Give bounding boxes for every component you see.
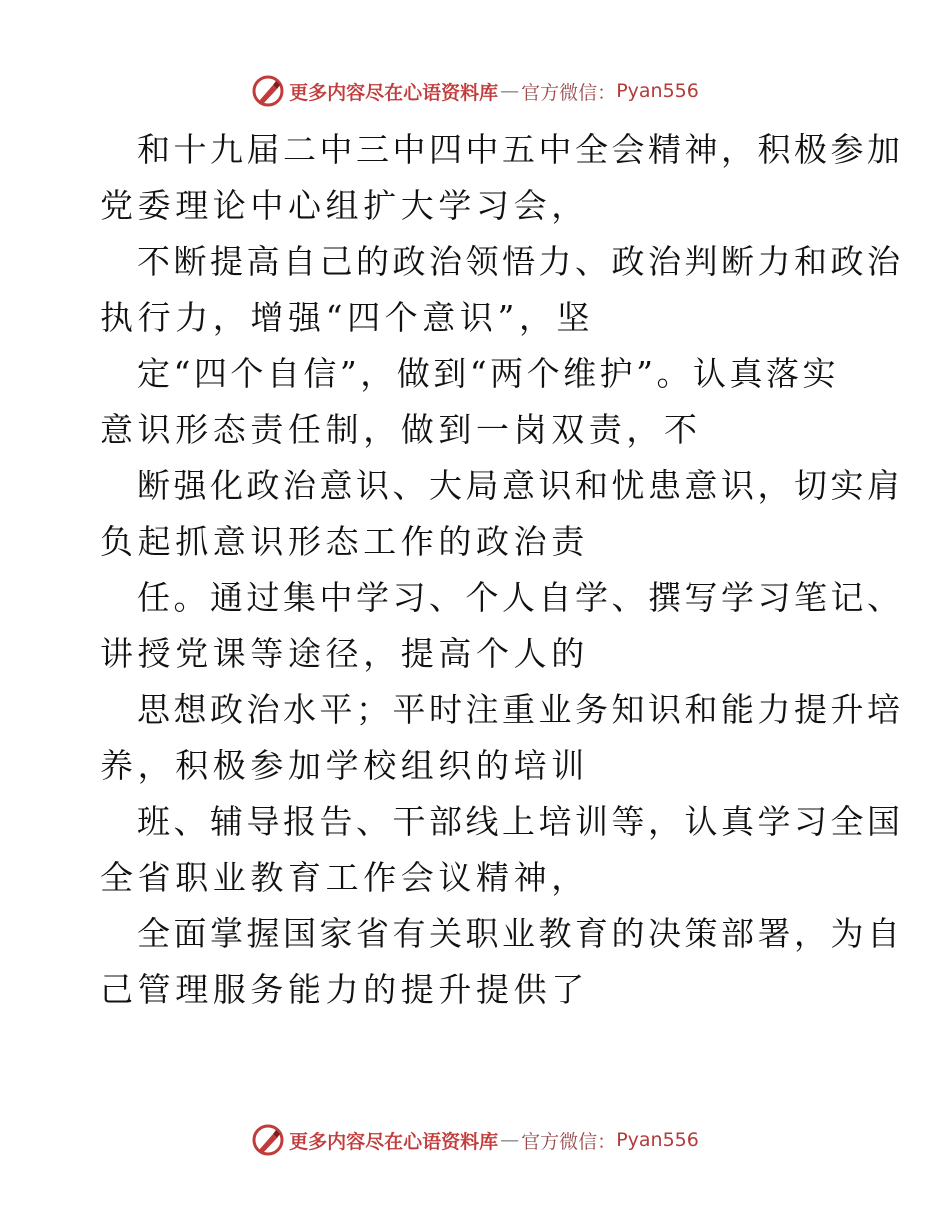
pen-logo-icon: [251, 74, 285, 108]
footer-wechat-label: 官方微信：: [521, 1130, 617, 1153]
footer-wechat-id: Pyan556: [616, 1129, 699, 1151]
paragraph-line: 意识形态责任制，做到一岗双责，不: [100, 410, 702, 449]
paragraph-line: 班、辅导报告、干部线上培训等，认真学习全国: [137, 802, 904, 841]
paragraph-line: 任。通过集中学习、个人自学、撰写学习笔记、: [137, 578, 904, 617]
paragraph-line: 全面掌握国家省有关职业教育的决策部署，为自: [137, 914, 904, 953]
paragraph-line: 己管理服务能力的提升提供了: [100, 970, 589, 1009]
paragraph-line: 定“四个自信”，做到“两个维护”。认真落实: [137, 354, 839, 393]
paragraph-8: [100, 906, 904, 1018]
paragraph-line: 党委理论中心组扩大学习会，: [100, 186, 589, 225]
footer-brand-text: 更多内容尽在心语资料库: [289, 1130, 499, 1153]
paragraph-5: [100, 570, 904, 682]
paragraph-line: 断强化政治意识、大局意识和忧患意识，切实肩: [137, 466, 904, 505]
header-separator: —: [500, 80, 520, 102]
paragraph-line: 负起抓意识形态工作的政治责: [100, 522, 589, 561]
paragraph-6: [100, 682, 904, 794]
paragraph-line: 不断提高自己的政治领悟力、政治判断力和政治: [137, 242, 904, 281]
paragraph-line: 全省职业教育工作会议精神，: [100, 858, 589, 897]
header-brand-text: 更多内容尽在心语资料库: [289, 81, 499, 104]
paragraph-line: 执行力，增强“四个意识”，坚: [100, 298, 595, 337]
document-body: [100, 122, 904, 1018]
footer-watermark: [0, 1120, 950, 1160]
paragraph-4: [100, 458, 904, 570]
paragraph-1: [100, 122, 904, 234]
header-wechat-label: 官方微信：: [521, 81, 617, 104]
paragraph-line: 和十九届二中三中四中五中全会精神，积极参加: [137, 130, 904, 169]
header-wechat-id: Pyan556: [616, 80, 699, 102]
header-watermark: [0, 71, 950, 111]
paragraph-line: 养，积极参加学校组织的培训: [100, 746, 589, 785]
pen-logo-icon: [251, 1123, 285, 1157]
paragraph-3: [100, 346, 860, 458]
footer-separator: —: [500, 1129, 520, 1151]
paragraph-line: 讲授党课等途径，提高个人的: [100, 634, 589, 673]
paragraph-line: 思想政治水平；平时注重业务知识和能力提升培: [137, 690, 904, 729]
paragraph-2: [100, 234, 904, 346]
paragraph-7: [100, 794, 904, 906]
